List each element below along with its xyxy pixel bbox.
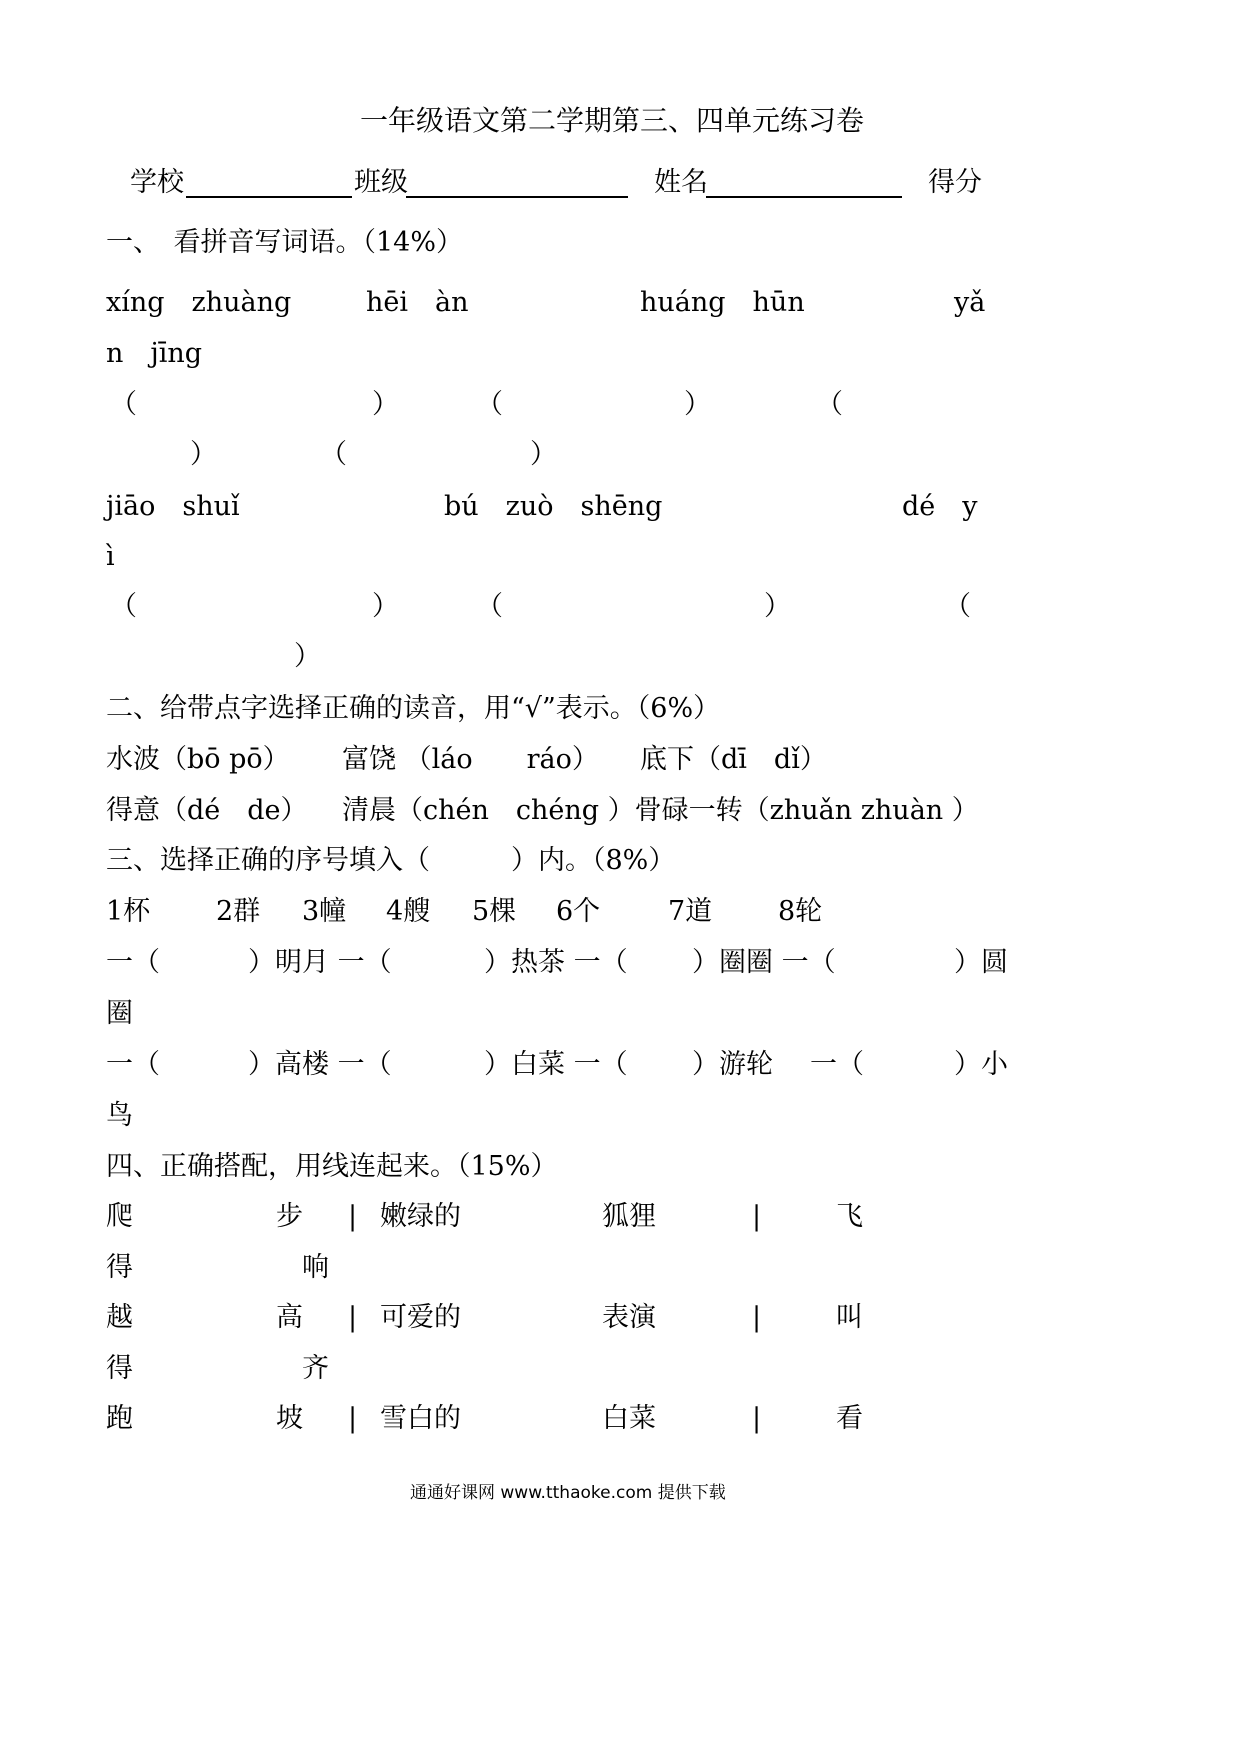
match-word: 越 (106, 1302, 133, 1333)
reading-choice: 水波（bō pō） (106, 744, 290, 775)
match-word: 响 (302, 1252, 329, 1283)
match-word: 可爱的 (380, 1302, 461, 1333)
pinyin-text: hēi àn (366, 287, 469, 318)
match-word: 高 (276, 1302, 303, 1333)
pinyin-text: dé y (902, 491, 978, 522)
section4-heading: 四、正确搭配，用线连起来。（15%） (106, 1151, 558, 1182)
reading-choice: 清晨（chén chéng ）骨碌一转（zhuǎn zhuàn ） (342, 795, 979, 826)
fill-item: ）高楼 一（ (248, 1049, 392, 1080)
answer-bracket: ） (372, 591, 399, 622)
answer-bracket: （ (320, 439, 347, 470)
pinyin-text: n jīng (106, 338, 203, 369)
answer-bracket: （ (110, 389, 137, 420)
school-label: 学校 (130, 167, 184, 198)
section1-heading: 一、 看拼音写词语。（14%） (106, 227, 464, 258)
score-label: 得分 (928, 167, 982, 198)
match-word: 叫 (836, 1302, 863, 1333)
option-item: 1杯 (106, 896, 151, 927)
answer-bracket: （ (816, 389, 843, 420)
fill-item: 一（ (106, 947, 160, 978)
answer-bracket: ） (530, 439, 557, 470)
match-word: 白菜 (602, 1403, 656, 1434)
match-word: 嫩绿的 (380, 1201, 461, 1232)
pinyin-text: jiāo shuǐ (106, 491, 240, 522)
reading-choice: 富饶 （láo ráo） (342, 744, 599, 775)
reading-choice: 底下（dī dǐ） (640, 744, 827, 775)
match-word: 齐 (302, 1353, 329, 1384)
answer-bracket: （ (476, 389, 503, 420)
option-item: 4艘 (386, 896, 431, 927)
pinyin-text: huáng hūn (640, 287, 805, 318)
fill-item: ）圈圈 一（ (692, 947, 836, 978)
option-item: 3幢 (302, 896, 347, 927)
match-word: 爬 (106, 1201, 133, 1232)
match-word: 步 (276, 1201, 303, 1232)
match-word: 得 (106, 1252, 133, 1283)
section2-heading: 二、给带点字选择正确的读音，用“√”表示。（6%） (106, 693, 721, 724)
option-item: 6个 (556, 896, 601, 927)
class-blank[interactable] (406, 196, 628, 198)
fill-item: 一（ (810, 1049, 864, 1080)
class-label: 班级 (354, 167, 408, 198)
match-divider: | (348, 1201, 358, 1232)
match-word: 表演 (602, 1302, 656, 1333)
match-word: 狐狸 (602, 1201, 656, 1232)
match-word: 看 (836, 1403, 863, 1434)
pinyin-text: ì (106, 541, 115, 572)
page-footer: 通通好课网 www.tthaoke.com 提供下载 (410, 1483, 726, 1503)
name-blank[interactable] (706, 196, 902, 198)
match-word: 跑 (106, 1403, 133, 1434)
match-word: 坡 (276, 1403, 303, 1434)
answer-bracket: ） (372, 389, 399, 420)
name-label: 姓名 (654, 167, 708, 198)
option-item: 5棵 (472, 896, 517, 927)
answer-bracket: ） (294, 641, 321, 672)
answer-bracket: ） (684, 389, 711, 420)
fill-item: ）圆 (954, 947, 1008, 978)
match-word: 得 (106, 1353, 133, 1384)
match-divider: | (752, 1201, 762, 1232)
match-word: 飞 (836, 1201, 863, 1232)
fill-item: 鸟 (106, 1100, 133, 1131)
fill-item: ）小 (954, 1049, 1008, 1080)
match-divider: | (348, 1302, 358, 1333)
pinyin-text: yǎ (954, 287, 986, 318)
reading-choice: 得意（dé de） (106, 795, 308, 826)
match-word: 雪白的 (380, 1403, 461, 1434)
fill-item: ）明月 一（ (248, 947, 392, 978)
fill-item: ）热茶 一（ (484, 947, 628, 978)
fill-item: ）游轮 (692, 1049, 773, 1080)
fill-item: ）白菜 一（ (484, 1049, 628, 1080)
answer-bracket: ） (190, 439, 217, 470)
answer-bracket: （ (944, 591, 971, 622)
fill-item: 一（ (106, 1049, 160, 1080)
pinyin-text: bú zuò shēng (444, 491, 663, 522)
answer-bracket: ） (764, 591, 791, 622)
pinyin-text: xíng zhuàng (106, 287, 292, 318)
page-title: 一年级语文第二学期第三、四单元练习卷 (360, 104, 865, 137)
answer-bracket: （ (110, 591, 137, 622)
match-divider: | (348, 1403, 358, 1434)
match-divider: | (752, 1302, 762, 1333)
option-item: 2群 (216, 896, 261, 927)
option-item: 7道 (668, 896, 713, 927)
option-item: 8轮 (778, 896, 823, 927)
section3-heading: 三、选择正确的序号填入（ ）内。（8%） (106, 845, 676, 876)
fill-item: 圈 (106, 998, 133, 1029)
match-divider: | (752, 1403, 762, 1434)
answer-bracket: （ (476, 591, 503, 622)
school-blank[interactable] (186, 196, 352, 198)
